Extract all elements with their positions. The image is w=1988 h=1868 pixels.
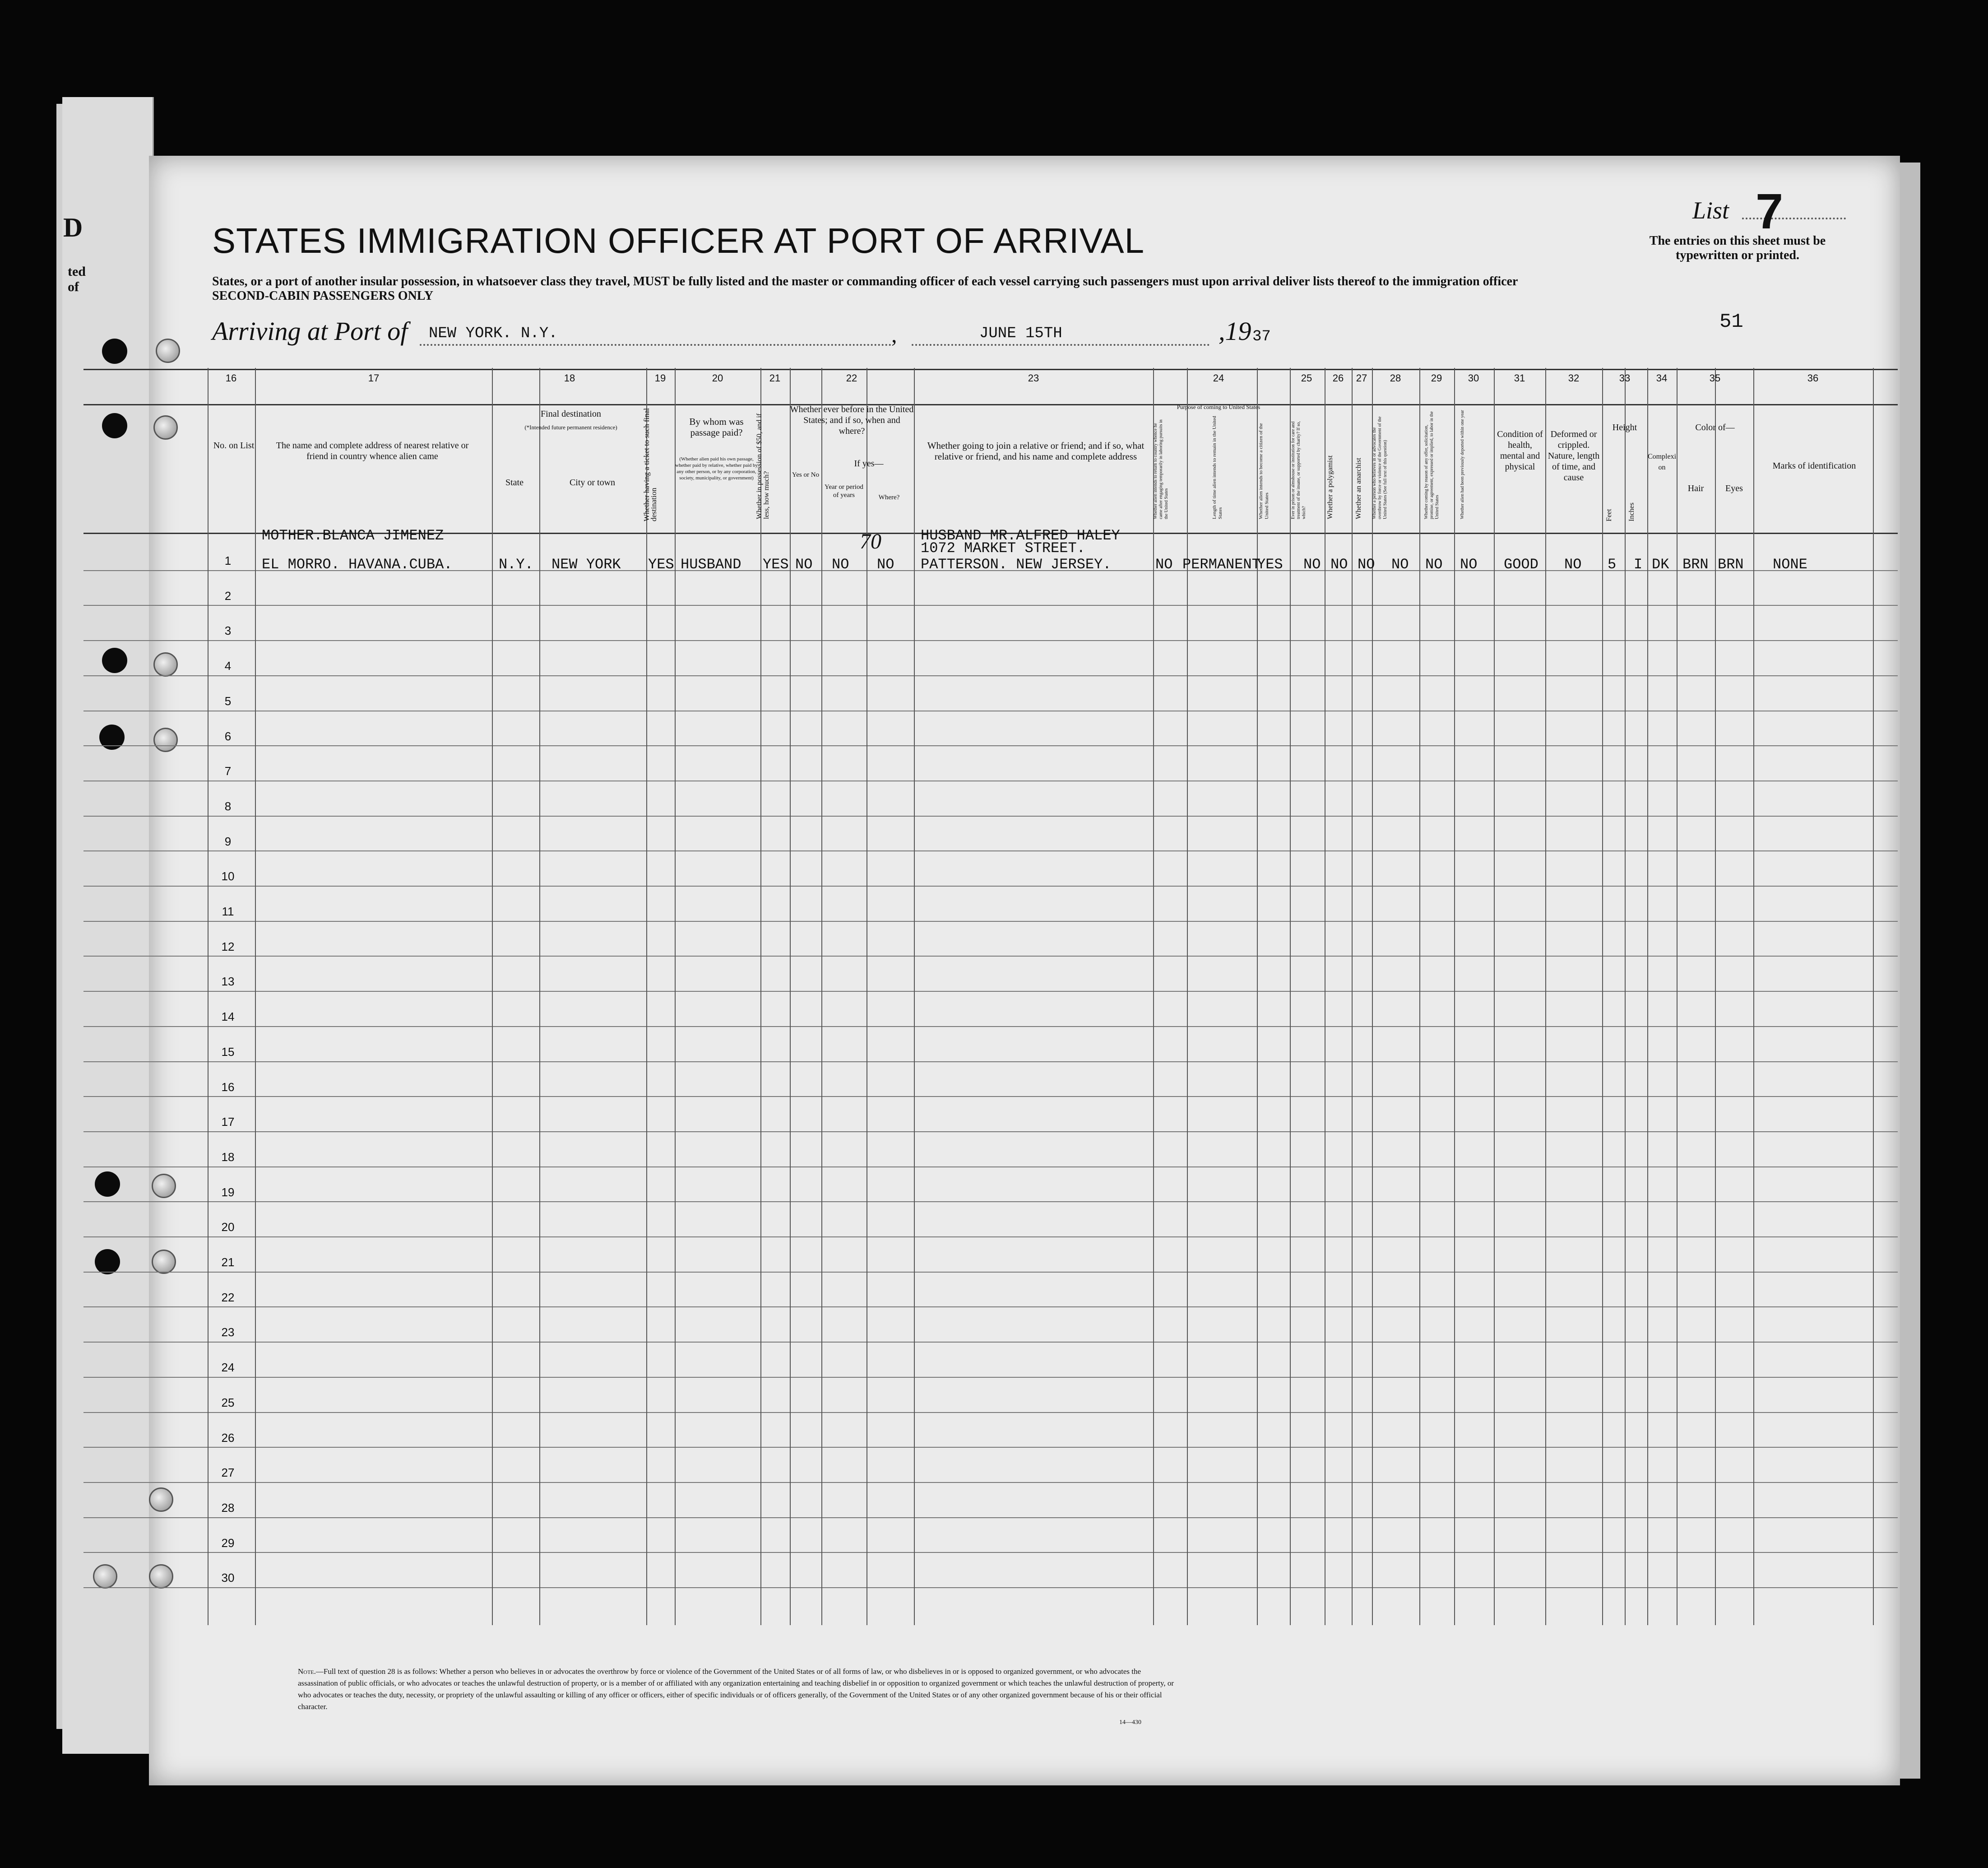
header-feet: Feet xyxy=(1605,509,1613,521)
column-number: 26 xyxy=(1332,372,1344,384)
column-rule xyxy=(1419,368,1420,1625)
cabin-class-text: SECOND-CABIN PASSENGERS ONLY xyxy=(212,289,434,303)
instruction-text: States, or a port of another insular possession, in whatsoever class they travel, MUST be fully listed and the master or commanding officer of each vessel carrying such passengers must upon arrival deliver lists thereof to the immigration officer xyxy=(212,274,1518,288)
entry-q29: NO xyxy=(1425,556,1443,573)
row-number: 20 xyxy=(221,1220,235,1234)
row-number: 14 xyxy=(221,1010,235,1024)
row-number: 10 xyxy=(221,869,235,883)
column-number: 20 xyxy=(712,372,723,384)
column-rule xyxy=(675,368,676,1625)
column-rule xyxy=(1454,368,1455,1625)
header-q28: Whether a person who believes in or advocates the overthrow by force or violence of the Government of the United States (See full text of this question) xyxy=(1372,416,1388,519)
column-number: 34 xyxy=(1656,372,1668,384)
header-city: City or town xyxy=(569,478,616,488)
binder-hole xyxy=(95,1171,120,1197)
entries-note: The entries on this sheet must be typewritten or printed. xyxy=(1649,234,1826,262)
column-rule xyxy=(539,368,540,1625)
column-number: 21 xyxy=(769,372,781,384)
column-rule xyxy=(1494,368,1495,1625)
header-height: Height xyxy=(1612,423,1637,432)
row-rule xyxy=(83,1131,1898,1132)
row-rule xyxy=(83,745,1898,746)
header-marks: Marks of identification xyxy=(1772,461,1856,471)
entry-passage-paid: HUSBAND xyxy=(681,556,741,573)
entry-health: GOOD xyxy=(1504,556,1538,573)
row-number: 19 xyxy=(221,1185,235,1199)
entry-marks: NONE xyxy=(1773,556,1807,573)
page-number: 51 xyxy=(1719,311,1743,333)
row-number: 7 xyxy=(224,764,232,778)
column-number: 27 xyxy=(1356,372,1367,384)
row-rule xyxy=(83,1377,1898,1378)
row-rule xyxy=(83,1026,1898,1027)
binder-hole xyxy=(95,1249,120,1274)
header-anarchist: Whether an anarchist xyxy=(1355,458,1362,519)
entry-deformed: NO xyxy=(1564,556,1582,573)
row-rule xyxy=(83,921,1898,922)
row-rule xyxy=(83,1412,1898,1413)
column-number: 24 xyxy=(1213,372,1224,384)
list-label: List xyxy=(1692,197,1729,224)
table-rule xyxy=(83,369,1898,370)
row-number: 3 xyxy=(224,624,232,638)
header-joining-relative: Whether going to join a relative or friend; and if so, what relative or friend, and his name and complete address xyxy=(927,440,1145,462)
entry-relative-line1: MOTHER.BLANCA JIMENEZ xyxy=(262,527,444,544)
row-rule xyxy=(83,1552,1898,1553)
column-rule xyxy=(1352,368,1353,1625)
row-rule xyxy=(83,1166,1898,1167)
entry-inches: I xyxy=(1634,556,1643,573)
row-number: 18 xyxy=(221,1150,235,1164)
binder-hole xyxy=(102,413,127,438)
entry-q28: NO xyxy=(1391,556,1409,573)
footnote-label: Note. xyxy=(298,1667,316,1676)
port-dotline xyxy=(420,344,891,346)
entry-polygamist: NO xyxy=(1330,556,1348,573)
row-number: 25 xyxy=(221,1395,235,1409)
page-title: STATES IMMIGRATION OFFICER AT PORT OF ARRIVAL xyxy=(212,221,1145,260)
binder-ring xyxy=(152,1174,176,1198)
row-number: 4 xyxy=(224,659,232,673)
column-rule xyxy=(790,368,791,1625)
column-rule xyxy=(760,368,761,1625)
binder-hole xyxy=(102,339,127,364)
date-value: JUNE 15TH xyxy=(979,325,1062,342)
row-rule xyxy=(83,1482,1898,1483)
entry-relative-line2: EL MORRO. HAVANA.CUBA. xyxy=(262,556,453,573)
column-number: 31 xyxy=(1514,372,1525,384)
row-number: 21 xyxy=(221,1255,235,1269)
column-rule xyxy=(914,368,915,1625)
row-rule xyxy=(83,956,1898,957)
row-rule xyxy=(83,1587,1898,1588)
date-dotline xyxy=(912,344,1209,346)
header-inches: Inches xyxy=(1628,502,1636,521)
row-number: 30 xyxy=(221,1571,235,1585)
header-return-intent: Whether alien intends to return to country whence he came after engaging temporarily in laboring pursuits in the United States xyxy=(1153,419,1169,519)
header-before-in-us: Whether ever before in the United States; and if so, when and where? xyxy=(790,404,914,436)
entry-feet: 5 xyxy=(1608,556,1617,573)
row-rule xyxy=(83,1096,1898,1097)
header-no-on-list: No. on List xyxy=(213,441,255,451)
entry-joining-line3: PATTERSON. NEW JERSEY. xyxy=(921,556,1112,573)
header-has-50: Whether in possession of $50, and if less, how much? xyxy=(755,413,770,519)
handwritten-mark: 70 xyxy=(860,530,881,553)
header-eyes: Eyes xyxy=(1725,483,1743,493)
row-rule xyxy=(83,1061,1898,1062)
column-rule xyxy=(1545,368,1546,1625)
year-suffix: 37 xyxy=(1252,328,1271,345)
left-edge-fragment: ted xyxy=(68,264,86,279)
entry-become-citizen: YES xyxy=(1257,556,1283,573)
binder-ring xyxy=(153,415,178,440)
column-rule xyxy=(1873,368,1874,1625)
year-prefix: ,19 xyxy=(1219,316,1251,346)
row-number: 22 xyxy=(221,1290,235,1304)
column-number: 19 xyxy=(654,372,666,384)
row-number: 24 xyxy=(221,1361,235,1375)
binder-ring xyxy=(153,652,178,677)
header-nearest-relative: The name and complete address of nearest relative or friend in country whence alien came xyxy=(276,441,469,461)
row-number: 2 xyxy=(224,589,232,603)
table-rule xyxy=(83,404,1898,405)
entry-before-where: NO xyxy=(877,556,894,573)
header-final-destination: Final destination xyxy=(541,409,601,419)
header-yes-or-no: Yes or No xyxy=(792,471,820,479)
header-year: Year or period of years xyxy=(825,483,863,499)
row-number: 17 xyxy=(221,1115,235,1129)
row-rule xyxy=(83,850,1898,851)
entry-city: NEW YORK xyxy=(551,556,621,573)
header-passage-paid: By whom was passage paid? xyxy=(689,416,744,438)
header-deported: Whether alien had been previously deported within one year xyxy=(1460,410,1465,519)
column-rule xyxy=(208,368,209,1625)
column-rule xyxy=(1677,368,1678,1625)
entry-ticket: YES xyxy=(648,556,674,573)
binder-ring xyxy=(152,1250,176,1274)
header-length-of-stay: Length of time alien intends to remain in the United States xyxy=(1212,416,1223,519)
header-q29: Whether coming by reason of any offer, solicitation, promise, or agreement, expressed or implied, to labor in the United States xyxy=(1424,411,1440,519)
row-number: 1 xyxy=(224,554,232,567)
entry-hair: BRN xyxy=(1682,556,1709,573)
port-value: NEW YORK. N.Y. xyxy=(429,325,558,342)
binder-ring xyxy=(149,1564,173,1589)
column-rule xyxy=(1290,368,1291,1625)
entry-length-of-stay: PERMANENT xyxy=(1182,556,1260,573)
header-state: State xyxy=(505,478,524,488)
column-number: 32 xyxy=(1568,372,1580,384)
row-number: 29 xyxy=(221,1536,235,1550)
header-passage-paid-sub: (Whether alien paid his own passage, whether paid by relative, whether paid by any other person, or by any corporation, society, municipality, or government) xyxy=(675,456,758,481)
entry-eyes: BRN xyxy=(1718,556,1744,573)
row-rule xyxy=(83,1272,1898,1273)
entry-joining-line2: 1072 MARKET STREET. xyxy=(921,540,1085,557)
entry-before-year: NO xyxy=(832,556,849,573)
column-rule xyxy=(646,368,647,1625)
column-rule xyxy=(1647,368,1648,1625)
column-rule xyxy=(1625,368,1626,1625)
column-number: 22 xyxy=(846,372,857,384)
manifest-page xyxy=(149,156,1900,1785)
entry-joining-line1: HUSBAND MR.ALFRED HALEY xyxy=(921,527,1120,544)
entry-complexion: DK xyxy=(1652,556,1669,573)
row-number: 15 xyxy=(221,1045,235,1059)
footnote xyxy=(298,1666,1182,1713)
list-number: 7 xyxy=(1756,184,1784,239)
binder-hole xyxy=(102,648,127,673)
binder-ring xyxy=(153,728,178,752)
row-rule xyxy=(83,1342,1898,1343)
row-rule xyxy=(83,605,1898,606)
row-rule xyxy=(83,640,1898,641)
entry-return-intent: NO xyxy=(1155,556,1173,573)
header-prison: Ever in prison or almshouse or institution for care and treatment of the insane, or supported by charity? If so, which? xyxy=(1291,421,1307,519)
left-edge-fragments xyxy=(68,264,86,295)
row-rule xyxy=(83,1201,1898,1202)
left-edge-fragment: of xyxy=(68,279,79,294)
entry-prison: NO xyxy=(1303,556,1321,573)
header-if-yes: If yes— xyxy=(854,459,884,469)
header-where: Where? xyxy=(878,494,900,501)
row-number: 6 xyxy=(224,729,232,743)
footnote-text: —Full text of question 28 is as follows: Whether a person who believes in or advocates the overthrow by force or violence of the Government of the United States or of all forms of law, or who disbelieves in or is opposed to organized government, or who advocates the assassination of public officials, or who advocates or teaches the unlawful destruction of property, or is a member of or affiliated with any organization entertaining and teaching disbelief in or opposition to organized government or which teaches the unlawful destruction of property, or who advocates or teaches the duty, necessity, or propriety of the unlawful assaulting or killing of any officer or officers, either of specific individuals or of officers generally, of the Government of the United States or of any other organized government because of his or their official character. xyxy=(298,1667,1174,1711)
binder-ring xyxy=(93,1564,117,1589)
row-number: 23 xyxy=(221,1325,235,1339)
row-rule xyxy=(83,675,1898,676)
row-rule xyxy=(83,1447,1898,1448)
column-number: 36 xyxy=(1807,372,1819,384)
arriving-label: Arriving at Port of xyxy=(212,316,408,346)
column-number: 33 xyxy=(1619,372,1631,384)
column-number: 17 xyxy=(368,372,380,384)
column-rule xyxy=(1602,368,1603,1625)
entry-state: N.Y. xyxy=(499,556,533,573)
column-rule xyxy=(1715,368,1716,1625)
column-number: 25 xyxy=(1301,372,1312,384)
header-final-destination-sub: (*Intended future permanent residence) xyxy=(524,424,617,431)
header-color-of: Color of— xyxy=(1695,423,1735,432)
row-number: 16 xyxy=(221,1080,235,1094)
column-number: 18 xyxy=(564,372,575,384)
header-become-citizen: Whether alien intends to become a citizen of the United States xyxy=(1258,423,1270,519)
column-number: 23 xyxy=(1028,372,1039,384)
row-number: 26 xyxy=(221,1431,235,1445)
column-rule xyxy=(492,368,493,1625)
column-rule xyxy=(1753,368,1754,1625)
header-complexion: Complexion xyxy=(1647,453,1677,471)
row-number: 27 xyxy=(221,1466,235,1480)
row-rule xyxy=(83,1517,1898,1518)
entry-has-50: YES xyxy=(763,556,789,573)
column-number: 35 xyxy=(1709,372,1721,384)
row-number: 13 xyxy=(221,975,235,989)
binder-ring xyxy=(149,1487,173,1512)
port-comma: , xyxy=(891,322,897,347)
column-number: 30 xyxy=(1468,372,1479,384)
header-health: Condition of health, mental and physical xyxy=(1497,429,1543,472)
row-rule xyxy=(83,991,1898,992)
row-number: 28 xyxy=(221,1501,235,1515)
column-number: 29 xyxy=(1431,372,1442,384)
header-polygamist: Whether a polygamist xyxy=(1326,455,1334,519)
column-rule xyxy=(1153,368,1154,1625)
header-ticket: Whether having a ticket to such final destination xyxy=(642,408,658,521)
row-number: 12 xyxy=(221,939,235,953)
header-purpose: Purpose of coming to United States xyxy=(1177,404,1260,410)
entry-anarchist: NO xyxy=(1358,556,1375,573)
column-number: 28 xyxy=(1390,372,1401,384)
entry-before-in-us: NO xyxy=(795,556,813,573)
left-edge-letter: D xyxy=(63,213,83,242)
header-hair: Hair xyxy=(1687,483,1704,493)
row-rule xyxy=(83,1306,1898,1307)
binder-ring xyxy=(156,339,180,363)
row-rule xyxy=(83,886,1898,887)
row-number: 11 xyxy=(222,905,234,918)
row-number: 8 xyxy=(224,799,232,813)
row-rule xyxy=(83,816,1898,817)
row-number: 5 xyxy=(224,694,232,708)
row-number: 9 xyxy=(224,834,232,848)
form-number: 14—430 xyxy=(1119,1719,1141,1726)
column-rule xyxy=(821,368,822,1625)
column-rule xyxy=(255,368,256,1625)
column-number: 16 xyxy=(225,372,237,384)
page-stack-edge xyxy=(1900,163,1920,1779)
row-rule xyxy=(83,1236,1898,1237)
header-deformed: Deformed or crippled. Nature, length of time, and cause xyxy=(1548,429,1600,483)
entry-deported: NO xyxy=(1460,556,1478,573)
